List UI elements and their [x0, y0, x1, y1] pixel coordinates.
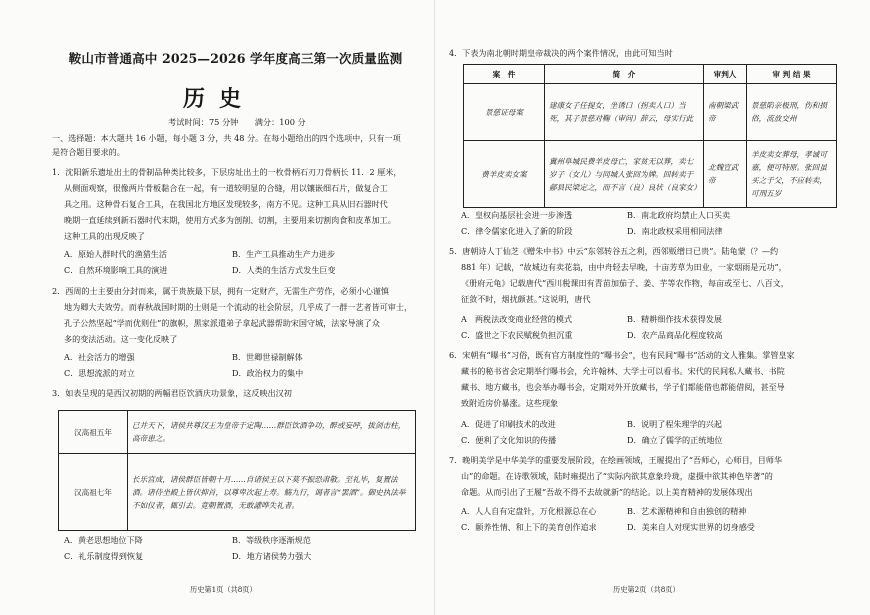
table-row	[59, 411, 416, 454]
q6-line: 藏书的秘书省会定期举行曝书会，允许翰林、大学士可以看书。宋代的民间私人藏书、书院	[461, 366, 785, 376]
q2-option-c[interactable]: C．思想流派的对立	[64, 368, 135, 378]
table-row	[464, 84, 837, 141]
q4-col-header: 审判人	[704, 65, 747, 84]
q7-option-a[interactable]: A．人人自有定盘针，万化根源总在心	[461, 506, 597, 516]
q4-case: 费羊皮卖女案	[464, 141, 545, 208]
section-intro-line: 是符合题目要求的。	[52, 147, 125, 157]
q1-option-c[interactable]: C．自然环境影响工具的演进	[64, 265, 168, 275]
q1-line: 从侧面观察，很像两片骨板黏合在一起，有一道较明显的合缝，用以镶嵌细石片，做复合工	[64, 183, 388, 193]
q5-line: 征敛不时，烟扰颇甚。”这说明，唐代	[461, 294, 591, 304]
q1-line: 具之用。这种骨石复合工具，在我国北方地区发现较多，南方不见。这种工具从旧石器时代	[64, 199, 388, 209]
q3-row-text: 长乐宫成，诸侯群臣皆朝十月……自诸侯王以下莫不振恐肃敬。至礼毕，复置法酒。诸侍坐殿上皆伏抑首，以尊卑次起上寿。觞九行，谒者言“罢酒”。御史执法举不如仪者，辄引去。竟朝置酒，无敢讙哗失礼者。	[128, 454, 416, 531]
q1-option-d[interactable]: D．人类的生活方式发生巨变	[232, 265, 336, 275]
q3-table	[58, 410, 416, 531]
q4-col-header: 案 件	[464, 65, 545, 84]
q3-option-d[interactable]: D．地方诸侯势力强大	[232, 551, 312, 561]
q7-option-b[interactable]: B．艺术源精神和自由独创的精神	[627, 506, 747, 516]
q5-option-a[interactable]: A 两税法改变商业经营的模式	[461, 314, 573, 324]
q2-line: 2．西周的士主要由分封而来，属于贵族最下层，拥有一定财产，无需生产劳作，必须小心谨慎	[52, 286, 389, 296]
q4-option-b[interactable]: B．南北政府均禁止人口买卖	[627, 210, 731, 220]
q4-option-d[interactable]: D．南北政权采用相同法律	[627, 226, 723, 236]
q6-line: 致附近房价暴涨。这些现象	[461, 398, 559, 408]
q1-option-a[interactable]: A．原始人群时代的渔猎生活	[64, 249, 167, 259]
q4-result: 羊皮卖女葬母，孝诚可嘉，便可特原。张回虽买之于父，不应转卖，可刑五岁	[747, 141, 837, 208]
exam-title: 鞍山市普通高中 2025—2026 学年度高三第一次质量监测	[68, 51, 403, 66]
q5-option-c[interactable]: C．盛世之下农民赋税负担沉重	[461, 330, 573, 340]
q7-option-d[interactable]: D．美来自人对现实世界的切身感受	[627, 522, 755, 532]
q3-row-label: 汉高祖五年	[59, 411, 128, 454]
q3-row-label: 汉高祖七年	[59, 454, 128, 531]
q2-option-a[interactable]: A．社会活力的增强	[64, 352, 135, 362]
q7-line: 山”的命题。在诗歌领域，陆时雍提出了“实际内欲其意象玲珑，虚摄中欲其神色毕著”的	[461, 471, 773, 481]
q6-option-c[interactable]: C．便利了文化知识的传播	[461, 435, 557, 445]
q5-line: 《册府元龟》记载唐代“西川税课田有青苗加茄子、姜、芋等农作物，每亩或至七、八百文，	[461, 278, 789, 288]
page-footer: 历史第1页（共8页）	[190, 585, 257, 594]
q2-option-d[interactable]: D．政治权力的集中	[232, 368, 304, 378]
q1-option-b[interactable]: B．生产工具推动生产力进步	[232, 249, 336, 259]
q3-option-b[interactable]: B．等级秩序逐渐规范	[232, 535, 311, 545]
q6-option-b[interactable]: B．说明了程朱理学的兴起	[627, 419, 722, 429]
q2-option-b[interactable]: B．世卿世禄制解体	[232, 352, 303, 362]
q4-summary: 建康女子任提女，坐诱口（拐卖人口）当死，其子景慈对鞠（审问）辞云，母实行此	[545, 84, 704, 141]
subject-title: 历史	[183, 86, 256, 112]
q2-line: 地为卿大夫效劳。而春秋战国时期的士则是一个流动的社会阶层，几乎成了一群一艺者皆可审士，	[64, 302, 413, 312]
q4-result: 景慈陷亲极刑，伤和损俗，流放交州	[747, 84, 837, 141]
q3-row-text: 已并天下，诸侯共尊汉王为皇帝于定陶……群臣饮酒争功，醉或妄呼，拔剑击柱，高帝患之。	[128, 411, 416, 454]
q4-case: 景慈证母案	[464, 84, 545, 141]
q6-line: 藏书、地方藏书，也会举办曝书会，定期对外开放藏书，学子们都能借也都能借阅，甚至导	[461, 382, 785, 392]
q4-table	[463, 64, 837, 208]
q4-col-header: 审 判 结 果	[747, 65, 837, 84]
q5-line: 5．唐朝诗人丁仙芝《赠朱中书》中云“东邻转谷五之利，西邻贩缯日已贵”。陆龟蒙（？—约	[449, 246, 779, 256]
q2-line: 多的变法活动。这一变化反映了	[64, 334, 178, 344]
q1-line: 这种工具的出现反映了	[64, 231, 145, 241]
q3-option-c[interactable]: C．礼乐制度得到恢复	[64, 551, 144, 561]
q7-line: 命题。从而引出了王履“吾故不得不去故就新”的结论。以上美育精神的发展体现出	[461, 487, 753, 497]
q3-option-a[interactable]: A．黄老思想地位下降	[64, 535, 143, 545]
q4-col-header: 简 介	[545, 65, 704, 84]
exam-info: 考试时间：75 分钟 满分：100 分	[168, 117, 306, 127]
q3-intro: 3．如表呈现的是西汉初期的两幅君臣饮酒庆功景象，这反映出汉初	[52, 388, 292, 398]
q4-intro: 4．下表为南北朝时期皇帝裁决的两个案件情况，由此可知当时	[449, 48, 673, 58]
q1-line: 1．沈阳新乐遗址出土的骨制品种类比较多，下层房址出土的一枚骨柄石刃刀骨柄长 11．2 厘米，	[52, 167, 402, 177]
table-header-row	[464, 65, 837, 84]
q1-line: 晚期一直延续到新石器时代末期，使用方式多为剖削、切割，主要用来切割肉食和皮革加工。	[64, 215, 396, 225]
q4-judge: 南朝梁武帝	[704, 84, 747, 141]
q6-line: 6．宋朝有“曝书”习俗，既有官方制度性的“曝书会”，也有民间“曝书”活动的文人雅集。掌管皇家	[449, 350, 795, 360]
q5-option-b[interactable]: B．精耕细作技术获得发展	[627, 314, 722, 324]
q7-option-c[interactable]: C．颐养性情、和上下的美育创作追求	[461, 522, 597, 532]
q4-summary: 冀州阜城民费羊皮母亡，家贫无以葬，卖七岁子（女儿）与同城人张回为婢。回转卖于鄃县民梁定之，而不言（良）良状（良家女）	[545, 141, 704, 208]
q4-option-a[interactable]: A．皇权向基层社会进一步渗透	[461, 210, 573, 220]
q4-judge: 北魏宣武帝	[704, 141, 747, 208]
table-row	[464, 141, 837, 208]
right-page	[435, 0, 870, 615]
q6-option-d[interactable]: D．确立了儒学的正统地位	[627, 435, 723, 445]
table-row	[59, 454, 416, 531]
q6-option-a[interactable]: A．促进了印刷技术的改进	[461, 419, 556, 429]
q5-option-d[interactable]: D．农产品商品化程度较高	[627, 330, 723, 340]
q7-line: 7．晚明美学是中华美学的重要发展阶段，在绘画领域，王履提出了“吾师心，心师目，目师华	[449, 455, 783, 465]
q5-line: 881 年）记载，“故城边有卖花翁，由中舟轻去早晚，十亩芳草为田业，一家烟雨是元功”，	[461, 262, 787, 272]
page-footer: 历史第2页（共8页）	[613, 585, 680, 594]
q4-option-c[interactable]: C．律令儒家化进入了新的阶段	[461, 226, 573, 236]
q2-line: 孔子公然坚起“学而优则仕”的旗帜，黑家派遣弟子拿起武器帮助宋国守城，法家导演了众	[64, 318, 380, 328]
section-intro-line: 一、选择题：本大题共 16 小题，每小题 3 分，共 48 分。在每小题给出的四个选项中，只有一项	[52, 133, 401, 143]
